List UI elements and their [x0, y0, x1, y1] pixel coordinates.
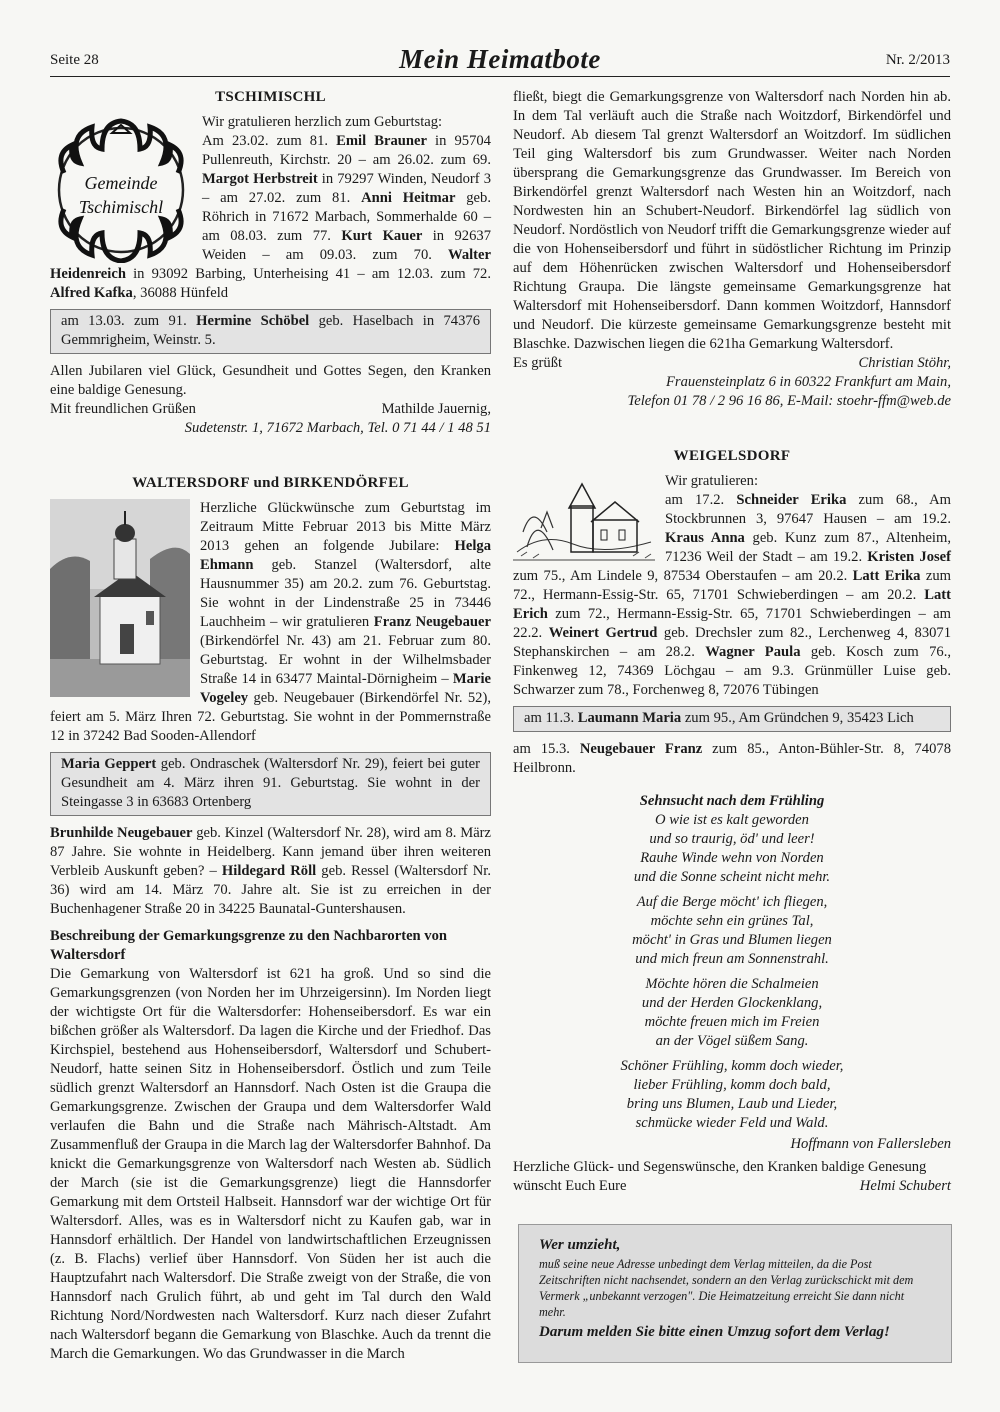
poem: [513, 792, 951, 1133]
jubilar-name: Margot Herbstreit: [202, 171, 318, 187]
tschimischl-heading: TSCHIMISCHL: [215, 89, 326, 105]
signer-name: Helmi Schubert: [859, 1178, 951, 1194]
page-number: Seite 28: [50, 52, 99, 68]
jubilar-name: Wagner Paula: [705, 644, 801, 660]
jubilar-name: Alfred Kafka: [50, 285, 133, 301]
article-text-left: Die Gemarkung von Waltersdorf ist 621 ha groß. Und so sind die Gemarkungsgrenzen (von Norden her im Uhrzeigersinn). Im Norden liegt der wichtigste Ort für die Waltersdorfer: Hohenseibersdorf. Es war ein bißchen größer als Waltersdorf. Da lagen die Kirche und der Friedhof. Das Kirchspiel, bestehend aus Hohenseibersdorf, Waltersdorf und Schubert-Neudorf, hatte seinen Sitz in Hohenseibersdorf. Östlich und zum Teile südlich grenzt Waltersdorf an Hannsdorf. Nach Osten ist die Graupa die Gemarkungsgrenze. Zwischen der Graupa und dem Waltersdorfer Wald verlaufen die Bahn und die Straße nach Mährisch-Altstadt. Am Zusammenfluß der Graupa in die March lag der Waltersdorfer Bahnhof. Da knickt die Gemarkungsgrenze von Waltersdorf nach Westen ab. Südlich der March (sie ist die Gemarkungsgrenze) liegt die Hannsdorfer Gemarkung mit dem Ortsteil Halbseit. Hannsdorf war der wichtige Ort für Waltersdorf. Alles, was es in Waltersdorf nicht zu Kaufen gab, war in Hannsdorf erhältlich. Der Handel von landwirtschaftlichen Erzeugnissen (z. B. Flachs) verlief über Hannsdorf. Von Süden her ist auch die Hauptzufahrt nach Waltersdorf. Die Straße zweigt von der Straße, die von Hannsdorf nach Grulich führt, ab und geht im Tal durch den Wald Richtung Nord/Nordwesten nach Waltersdorf. Kurz nach dieser Zufahrt nach Waltersdorf begann die Gemarkung von Blaschke. Auch da trennt die March die Gemarkungen. Wo das Grundwasser in die March: [50, 966, 491, 1362]
jubilar-name: Anni Heitmar: [361, 190, 456, 206]
village-church-sketch: [513, 472, 655, 564]
jubilar-name: Weinert Gertrud: [548, 625, 658, 641]
notice-body: muß seine neue Adresse unbedingt dem Verlag mitteilen, da die Post Zeitschriften nicht nachsendet, sondern an den Verlag zurückschickt mit dem Vermerk „unbekannt verzogen". Die Heimatzeitung erreicht Sie dann nicht mehr.: [539, 1257, 914, 1319]
tschimischl-address: Sudetenstr. 1, 71672 Marbach, Tel. 0 71 44 / 1 48 51: [184, 420, 491, 436]
weigelsdorf-intro: Wir gratulieren:: [665, 473, 759, 489]
masthead-logo: Mein Heimatbote: [399, 44, 601, 74]
article-subheading: Beschreibung der Gemarkungsgrenze zu den Nachbarorten von Waltersdorf: [50, 928, 448, 963]
address-change-notice: [518, 1224, 952, 1363]
tschimischl-intro: Wir gratulieren herzlich zum Geburtstag:: [202, 114, 443, 130]
weigelsdorf-highlight-box: am 11.3. Laumann Maria zum 95., Am Gründchen 9, 35423 Lich: [513, 706, 951, 732]
header-rule: [50, 76, 950, 77]
seal-word-tschimischl: Tschimischl: [78, 197, 164, 217]
chapel-photo: [50, 499, 190, 697]
jubilar-name: Brunhilde Neugebauer: [50, 825, 193, 841]
issue-number: Nr. 2/2013: [885, 52, 950, 68]
jubilar-name: Laumann Maria: [577, 710, 682, 726]
tschimischl-highlight-box: am 13.03. zum 91. Hermine Schöbel geb. Haselbach in 74376 Gemmrigheim, Weinstr. 5.: [50, 309, 491, 354]
gemeinde-tschimischl-seal: [50, 113, 192, 263]
jubilar-name: Schneider Erika: [736, 492, 847, 508]
tschimischl-closing: Allen Jubilaren viel Glück, Gesundheit und Gottes Segen, den Kranken eine baldige Genesung.: [50, 363, 491, 398]
tschimischl-signoff: Mit freundlichen Grüßen Mathilde Jauernig,: [50, 401, 491, 417]
weigelsdorf-signoff: wünscht Euch Eure Helmi Schubert: [513, 1178, 951, 1194]
waltersdorf-more-birthdays: Brunhilde Neugebauer geb. Kinzel (Waltersdorf Nr. 28), wird am 8. März 87 Jahre. Sie wohnte in Heidelberg. Kann jemand über ihren weiteren Verbleib Auskunft geben? – Hildegard Röll geb. Ressel (Waltersdorf Nr. 36) wird am 14. März 70. Jahre alt. Sie ist zu erreichen in der Buchenhagener Straße 20 in 34225 Baunatal-Guntershausen.: [50, 825, 492, 917]
jubilar-name: Maria Geppert: [61, 756, 157, 772]
jubilar-name: Kurt Kauer: [341, 228, 423, 244]
poem-title: Sehnsucht nach dem Frühling: [639, 793, 825, 809]
jubilar-name: Latt Erika: [852, 568, 921, 584]
jubilar-name: Franz Neugebauer: [373, 614, 491, 630]
notice-title: Wer umzieht,: [539, 1237, 621, 1253]
weigelsdorf-after-box: am 15.3. Neugebauer Franz zum 85., Anton-Bühler-Str. 8, 74078 Heilbronn.: [513, 741, 951, 776]
waltersdorf-section: [50, 474, 491, 1364]
poem-stanza: Schöner Frühling, komm doch wieder, lieber Frühling, komm doch bald, bring uns Blumen, Laub und Lieder, schmücke wieder Feld und Wald.: [620, 1058, 844, 1131]
signer-name: Mathilde Jauernig,: [381, 401, 491, 417]
notice-call-to-action: Darum melden Sie bitte einen Umzug sofort dem Verlag!: [539, 1324, 890, 1340]
waltersdorf-address-line1: Frauensteinplatz 6 in 60322 Frankfurt am Main,: [666, 374, 951, 390]
jubilar-name: Latt Erich: [513, 587, 951, 622]
poem-stanza: O wie ist es kalt geworden und so traurig, öd' und leer! Rauhe Winde wehn von Norden und die Sonne scheint nicht mehr.: [633, 812, 831, 885]
waltersdorf-heading: WALTERSDORF und BIRKENDÖRFEL: [132, 475, 409, 491]
poem-stanza: Möchte hören die Schalmeien und der Herden Glockenklang, möchte freuen mich im Freien an der Vögel süßem Sang.: [641, 976, 823, 1049]
poem-author: Hoffmann von Fallersleben: [790, 1136, 951, 1152]
tschimischl-birthdays: Am 23.02. zum 81. Emil Brauner in 95704 Pullenreuth, Kirchstr. 20 – am 26.02. zum 69. Margot Herbstreit in 79297 Winden, Neudorf 3 – am 27.02. zum 81. Anni Heitmar geb. Röhrich in 71672 Marbach, Sommerhalde 60 – am 08.03. zum 77. Kurt Kauer in 92637 Weiden – am 09.03. zum 70. Walter Heidenreich in 93092 Barbing, Unterheising 41 – am 12.03. zum 72. Alfred Kafka, 36088 Hünfeld: [50, 133, 492, 301]
jubilar-name: Kraus Anna: [665, 530, 745, 546]
seal-word-gemeinde: Gemeinde: [84, 173, 158, 193]
jubilar-name: Hildegard Röll: [221, 863, 317, 879]
weigelsdorf-heading: WEIGELSDORF: [673, 448, 791, 464]
jubilar-name: Marie Vogeley: [200, 671, 491, 706]
waltersdorf-highlight-box: Maria Geppert geb. Ondraschek (Waltersdorf Nr. 29), feiert bei guter Gesundheit am 4. März ihren 91. Geburtstag. Sie wohnt in der Steingasse 3 in 63683 Ortenberg: [50, 752, 491, 816]
signer-name: Christian Stöhr,: [858, 355, 951, 371]
waltersdorf-signoff: Es grüßt Christian Stöhr,: [513, 355, 951, 371]
jubilar-name: Kristen Josef: [867, 549, 952, 565]
tschimischl-section: [50, 88, 491, 438]
jubilar-name: Neugebauer Franz: [579, 741, 703, 757]
waltersdorf-address-line2: Telefon 01 78 / 2 96 16 86, E-Mail: stoehr-ffm@web.de: [627, 393, 951, 409]
weigelsdorf-birthdays: am 17.2. Schneider Erika zum 68., Am Stockbrunnen 3, 97647 Hausen – am 19.2. Kraus Anna geb. Kunz zum 87., Altenheim, 71236 Weil der Stadt – am 19.2. Kristen Josef zum 75., Am Lindele 9, 87534 Oberstaufen – am 20.2. Latt Erika zum 72., Hermann-Essig-Str. 65, 71701 Schwieberdingen – am 20.2. Latt Erich zum 72., Hermann-Essig-Str. 65, 71701 Schwieberdingen – am 22.2. Weinert Gertrud geb. Drechsler zum 82., Lerchenweg 4, 83071 Stephanskirchen – am 28.2. Wagner Paula geb. Kosch zum 76., Finkenweg 12, 74369 Löchgau – am 9.3. Grünmüller Luise geb. Schwarzer zum 78., Forchenweg 8, 72076 Tübingen: [513, 492, 952, 698]
jubilar-name: Emil Brauner: [336, 133, 427, 149]
jubilar-name: Hermine Schöbel: [196, 313, 310, 329]
jubilar-name: Helga Ehmann: [200, 538, 491, 573]
jubilar-name: Walter Heidenreich: [50, 247, 491, 282]
page-header: [50, 44, 950, 80]
waltersdorf-birthdays: Herzliche Glückwünsche zum Geburtstag im Zeitraum Mitte Februar 2013 bis Mitte März 2013 gehen an folgende Jubilare: Helga Ehmann geb. Stanzel (Waltersdorf, alte Hausnummer 35) am 20.2. zum 76. Geburtstag. Sie wohnt in der Lindenstraße 25 in 73446 Lauchheim – wir gratulieren Franz Neugebauer (Birkendörfel Nr. 43) am 21. Februar zum 80. Geburtstag. Er wohnt in der Wilhelmsbader Straße 14 in 63477 Maintal-Dörnigheim – Marie Vogeley geb. Neugebauer (Birkendörfel Nr. 52), feiert am 5. März Ihren 72. Geburtstag. Sie wohnt in der Pommernstraße 12 in 37242 Bad Sooden-Allendorf: [50, 500, 491, 744]
article-text-right: fließt, biegt die Gemarkungsgrenze von Waltersdorf nach Norden hin ab. In dem Tal verläuft auch die Straße nach Woitzdorf, Birkendörfel und Neudorf. Ab diesem Tal grenzt Waltersdorf an Woitzdorf. Im südlichen Teil ging Waltersdorf bis zum Grundwasser. Weiter nach Norden übersprang die Gemarkungsgrenze das Grundwasser. Im Bereich von Birkendörfel grenzt Waltersdorf nach Westen hin an Woitzdorf, nach Nordwesten hin an Schubert-Neudorf. Birkendörfel lag südlich von Neudorf. Nordöstlich von Neudorf trifft die Gemarkungsgrenze wieder auf die von Hohenseibersdorf und führt in südöstlicher Richtung im Prinzip auf dem Höhenrücken zwischen Waltersdorf und Hohenseibersdorf Richtung Graupa. Die längste gemeinsame Gemarkungsgrenze hat Waltersdorf mit Hohenseibersdorf. Dann kommen Woitzdorf, Hannsdorf und Neudorf. Die kürzeste gemeinsame Gemarkungsgrenze besteht mit Blaschke. Dazwischen liegen die 621ha Gemarkung Waltersdorf.: [513, 89, 951, 352]
weigelsdorf-closing: Herzliche Glück- und Segenswünsche, den Kranken baldige Genesung: [513, 1159, 927, 1175]
left-column: [50, 88, 491, 1364]
poem-stanza: Auf die Berge möcht' ich fliegen, möchte sehn ein grünes Tal, möcht' in Gras und Blumen liegen und mich freun am Sonnenstrahl.: [632, 894, 832, 967]
right-column: [513, 88, 951, 1196]
weigelsdorf-section: [513, 447, 951, 1196]
